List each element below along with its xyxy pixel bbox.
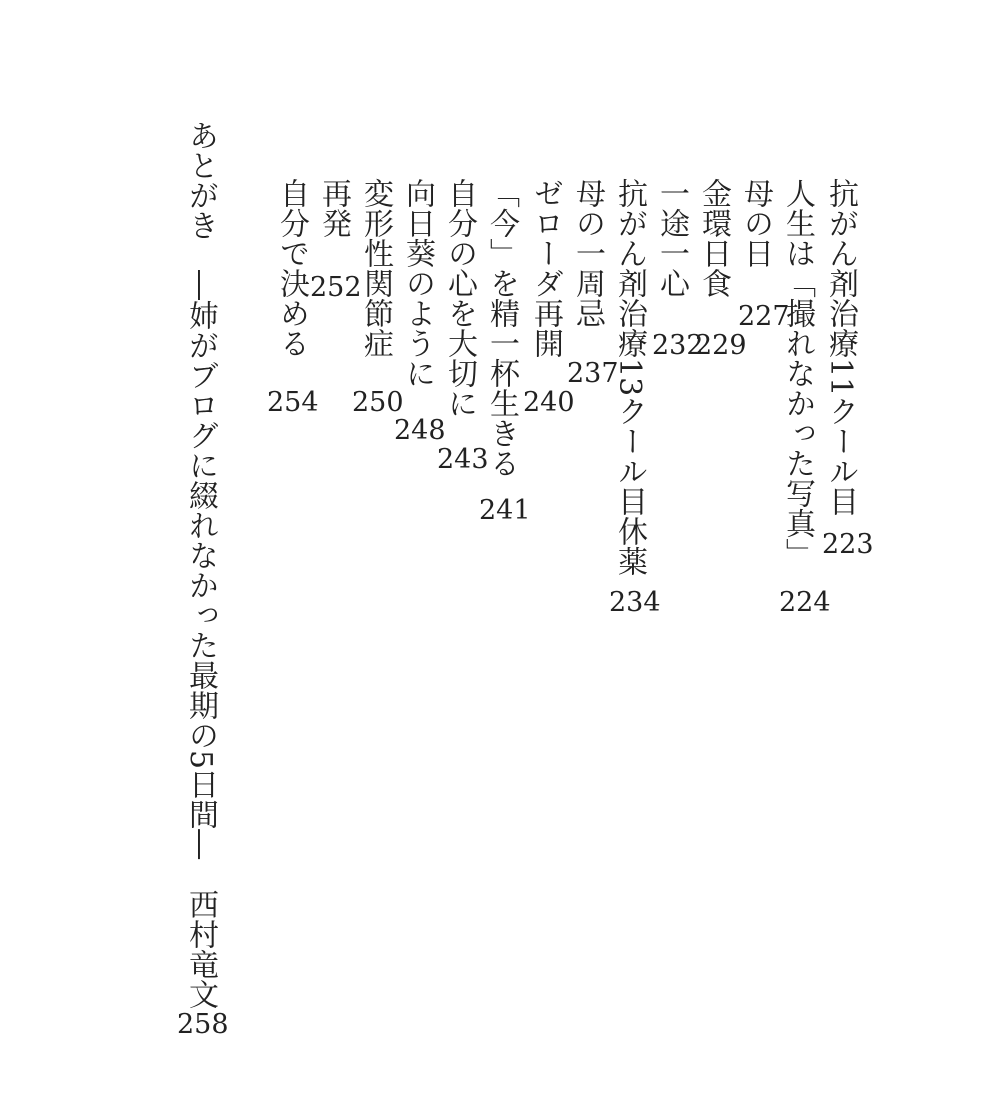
toc-entry-page: 223 [822, 529, 874, 560]
toc-entry-title: 自分の心を大切に [442, 178, 477, 418]
toc-entry [820, 178, 874, 560]
toc-entry-title: あとがき ―姉がブログに綴れなかった最期の5日間― 西村竜文 [183, 120, 218, 1010]
toc-entry-page: 237 [567, 358, 619, 389]
toc-entry-title: 抗がん剤治療11クール目 [823, 178, 858, 517]
toc-entry-title: 母の日 [738, 178, 773, 268]
toc-entry-page: 232 [652, 330, 704, 361]
toc-entry-page: 250 [352, 387, 404, 418]
toc-entry [693, 178, 747, 361]
toc-entry-title: 再発 [316, 178, 351, 238]
toc-entry [394, 178, 446, 446]
toc-entry-page: 248 [394, 415, 446, 446]
toc-entry-page: 224 [779, 587, 831, 618]
toc-entry [777, 178, 831, 618]
toc-entry-title: 抗がん剤治療13クール目休薬 [612, 178, 647, 577]
toc-entry-title: 「今」を精一杯生きる [484, 178, 519, 478]
toc-entry-page: 258 [177, 1009, 229, 1040]
toc-entry-title: 母の一周忌 [570, 178, 605, 328]
toc-entry-title: 向日葵のように [400, 178, 435, 388]
toc-entry-title: ゼローダ再開 [528, 178, 563, 358]
toc-entry-page: 254 [267, 387, 319, 418]
toc-entry-title: 金環日食 [696, 178, 731, 298]
toc-entry [523, 178, 575, 418]
toc-entry-title: 自分で決める [274, 178, 309, 358]
toc-entry-page: 241 [479, 495, 531, 526]
toc-entry-page: 243 [437, 444, 489, 475]
toc-entry-title: 一途一心 [654, 178, 689, 298]
toc-entry-page: 227 [738, 301, 790, 332]
toc-entry [352, 178, 404, 418]
toc-entry-page: 252 [310, 272, 362, 303]
toc-entry [310, 178, 362, 303]
toc-entry [567, 178, 619, 389]
toc-entry-page: 234 [609, 587, 661, 618]
toc-entry [735, 178, 790, 332]
toc-entry [267, 178, 319, 418]
toc-entry [437, 178, 489, 475]
toc-entry [651, 178, 704, 361]
toc-entry-title: 人生は「撮れなかった写真」 [780, 178, 815, 568]
toc-entry-page: 229 [695, 330, 747, 361]
toc-entry-title: 変形性関節症 [358, 178, 393, 358]
toc-entry-afterword [177, 120, 229, 1040]
toc-entry-page: 240 [523, 387, 575, 418]
toc-entry [479, 178, 531, 526]
